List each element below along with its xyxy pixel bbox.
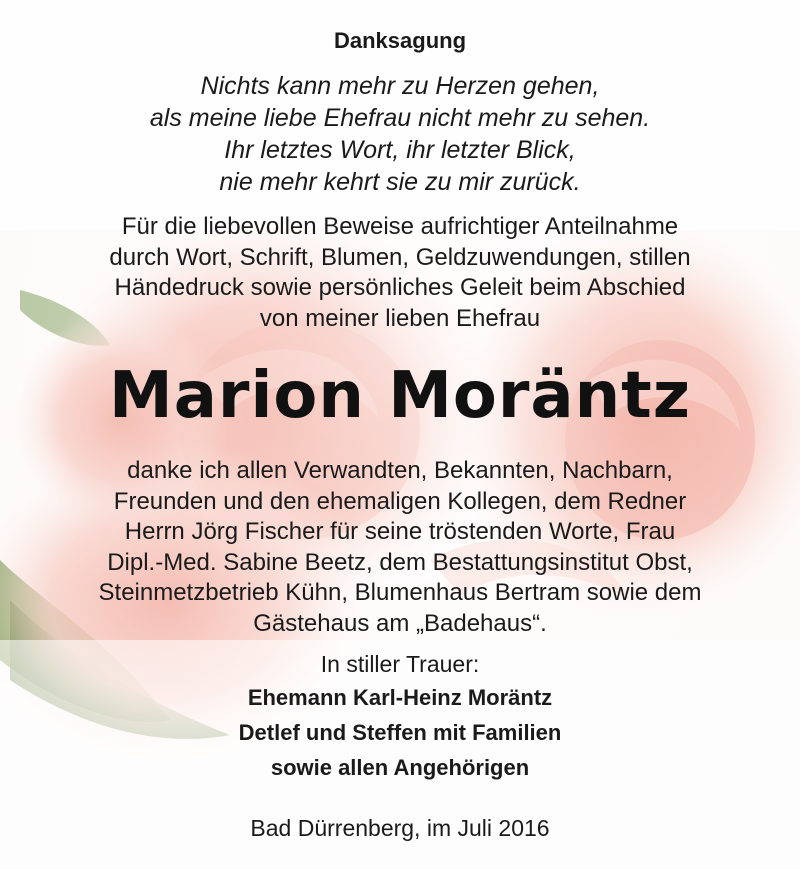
thanks-body-line: Steinmetzbetrieb Kühn, Blumenhaus Bertram sowie dem	[98, 579, 702, 606]
thanks-intro-line: Händedruck sowie persönliches Geleit beim Abschied	[114, 274, 686, 301]
thanks-intro-line: von meiner lieben Ehefrau	[259, 304, 541, 332]
poem-line: Nichts kann mehr zu Herzen gehen,	[200, 72, 600, 100]
deceased-name: Marion Moräntz	[109, 359, 691, 433]
thanks-intro-line: Für die liebevollen Beweise aufrichtiger Anteilnahme	[121, 213, 679, 240]
poem-line: Ihr letztes Wort, ihr letzter Blick,	[224, 136, 576, 164]
poem-line: nie mehr kehrt sie zu mir zurück.	[219, 168, 581, 196]
heading: Danksagung	[333, 28, 467, 53]
thanks-intro	[0, 212, 800, 334]
signer-name: Detlef und Steffen mit Familien	[238, 720, 562, 745]
signer-name: Ehemann Karl-Heinz Moräntz	[247, 685, 553, 710]
thanks-body-line: Gästehaus am „Badehaus“.	[253, 609, 547, 637]
poem	[0, 70, 800, 198]
thanks-intro-line: durch Wort, Schrift, Blumen, Geldzuwendungen, stillen	[109, 243, 691, 271]
thanks-body-line: Freunden und den ehemaligen Kollegen, dem Redner	[113, 487, 687, 515]
poem-line: als meine liebe Ehefrau nicht mehr zu sehen.	[149, 104, 651, 132]
thanks-body-line: Herrn Jörg Fischer für seine tröstenden Worte, Frau	[124, 518, 676, 545]
signers-intro: In stiller Trauer:	[320, 651, 480, 677]
thanks-body-line: danke ich allen Verwandten, Bekannten, Nachbarn,	[127, 457, 673, 484]
thanks-body	[0, 456, 800, 639]
signer-name: sowie allen Angehörigen	[270, 755, 530, 780]
thanks-body-line: Dipl.-Med. Sabine Beetz, dem Bestattungsinstitut Obst,	[107, 548, 693, 576]
signers	[0, 649, 800, 785]
place-date: Bad Dürrenberg, im Juli 2016	[250, 815, 550, 841]
